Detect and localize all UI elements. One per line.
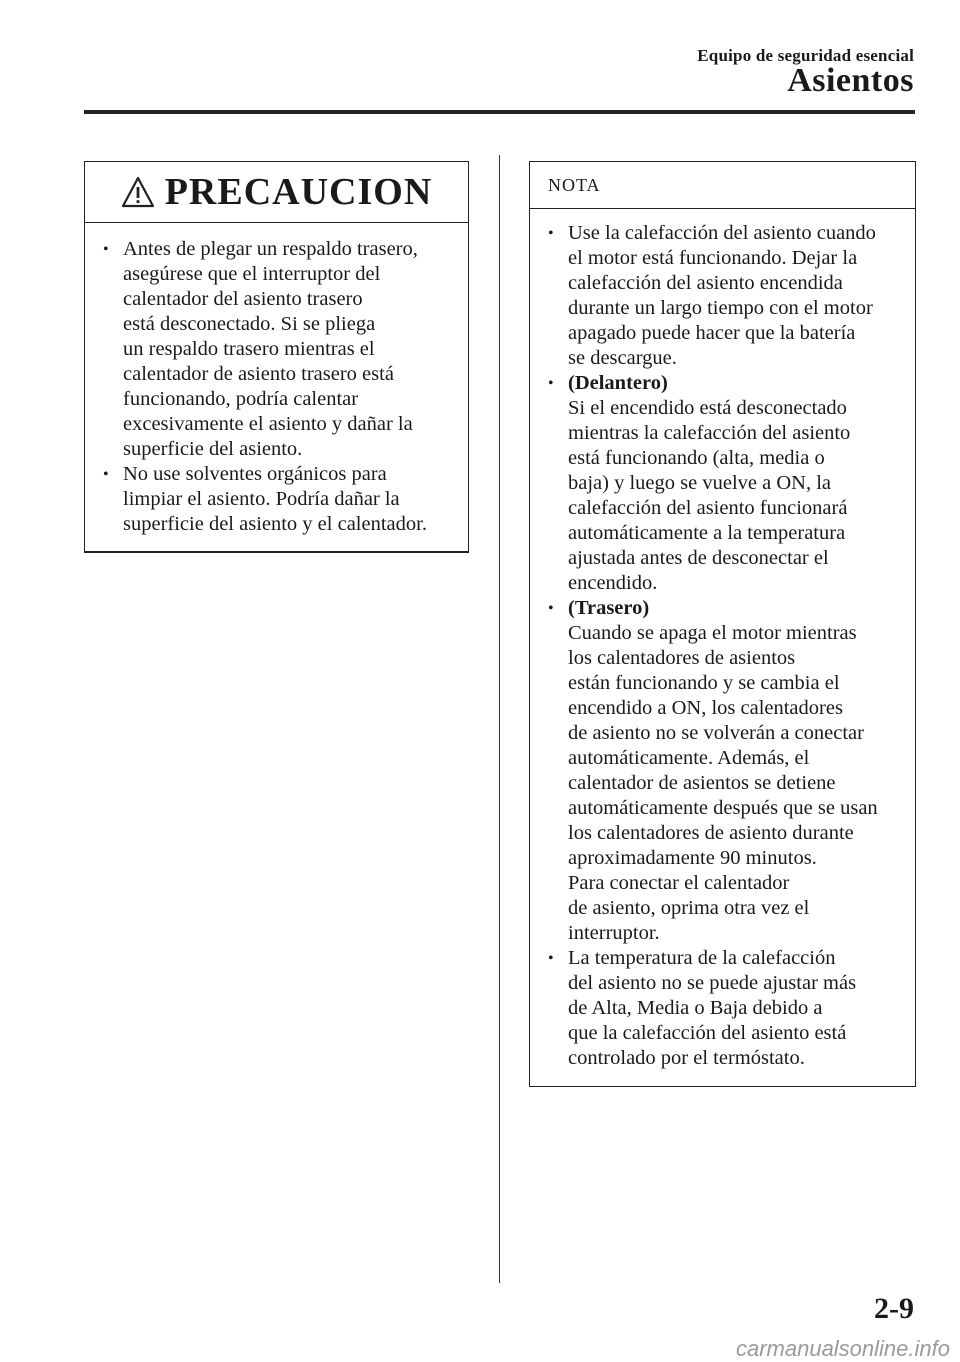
note-item-line: controlado por el termóstato. bbox=[568, 1047, 805, 1069]
note-item-line: apagado puede hacer que la batería bbox=[568, 322, 856, 344]
caution-item-line: • Antes de plegar un respaldo trasero, bbox=[123, 238, 418, 260]
note-list bbox=[546, 221, 911, 1071]
note-item-line: aproximadamente 90 minutos. bbox=[568, 847, 817, 869]
caution-item-line: • No use solventes orgánicos para bbox=[123, 463, 387, 485]
caution-item-line: calentador del asiento trasero bbox=[123, 288, 363, 310]
note-item-line: baja) y luego se vuelve a ON, la bbox=[568, 472, 831, 494]
note-item-line: el motor está funcionando. Dejar la bbox=[568, 247, 858, 269]
header-rule bbox=[84, 110, 915, 114]
note-item bbox=[546, 946, 911, 1071]
note-item bbox=[546, 221, 911, 371]
note-item-line: calefacción del asiento funcionará bbox=[568, 497, 848, 519]
caution-item-line: funcionando, podría calentar bbox=[123, 388, 359, 410]
caution-item-line: asegúrese que el interruptor del bbox=[123, 263, 381, 285]
note-item-line: los calentadores de asiento durante bbox=[568, 822, 854, 844]
note-item-line: mientras la calefacción del asiento bbox=[568, 422, 851, 444]
note-item-line: los calentadores de asientos bbox=[568, 647, 796, 669]
note-item-line: durante un largo tiempo con el motor bbox=[568, 297, 873, 319]
note-item-heading: • (Trasero) bbox=[568, 597, 650, 619]
caution-item bbox=[101, 462, 456, 537]
column-divider bbox=[499, 155, 500, 1283]
note-item-line: calentador de asientos se detiene bbox=[568, 772, 836, 794]
warning-triangle-icon bbox=[121, 176, 155, 208]
note-item bbox=[546, 596, 911, 946]
caution-item-line: limpiar el asiento. Podría dañar la bbox=[123, 488, 400, 510]
note-item bbox=[546, 371, 911, 596]
note-item-line: automáticamente. Además, el bbox=[568, 747, 810, 769]
caution-item-line: excesivamente el asiento y dañar la bbox=[123, 413, 413, 435]
caution-title: PRECAUCION bbox=[164, 171, 433, 213]
caution-header bbox=[85, 162, 468, 223]
note-item-line: Si el encendido está desconectado bbox=[568, 397, 847, 419]
note-header: NOTA bbox=[530, 162, 915, 209]
header-title: Asientos bbox=[787, 62, 914, 99]
note-item-heading: • (Delantero) bbox=[568, 372, 668, 394]
note-item-line: encendido a ON, los calentadores bbox=[568, 697, 843, 719]
note-item-line: de asiento, oprima otra vez el bbox=[568, 897, 810, 919]
note-item-line: de Alta, Media o Baja debido a bbox=[568, 997, 823, 1019]
watermark: carmanualsonline.info bbox=[735, 1336, 950, 1361]
caution-item-line: superficie del asiento. bbox=[123, 438, 303, 460]
caution-item-line: un respaldo trasero mientras el bbox=[123, 338, 375, 360]
caution-box bbox=[84, 161, 469, 553]
note-item-line: Cuando se apaga el motor mientras bbox=[568, 622, 857, 644]
note-item-line: de asiento no se volverán a conectar bbox=[568, 722, 864, 744]
note-item-line: están funcionando y se cambia el bbox=[568, 672, 840, 694]
caution-list bbox=[101, 237, 456, 537]
note-item-line: ajustada antes de desconectar el bbox=[568, 547, 829, 569]
page-number: 2-9 bbox=[874, 1292, 914, 1325]
caution-item-line: está desconectado. Si se pliega bbox=[123, 313, 376, 335]
caution-item-line: calentador de asiento trasero está bbox=[123, 363, 394, 385]
note-body bbox=[530, 209, 915, 1071]
note-item-line: Para conectar el calentador bbox=[568, 872, 790, 894]
note-item-line: automáticamente a la temperatura bbox=[568, 522, 846, 544]
note-item-line: del asiento no se puede ajustar más bbox=[568, 972, 857, 994]
note-item-line: • La temperatura de la calefacción bbox=[568, 947, 836, 969]
note-item-line: está funcionando (alta, media o bbox=[568, 447, 825, 469]
note-item-line: encendido. bbox=[568, 572, 658, 594]
note-item-line: automáticamente después que se usan bbox=[568, 797, 878, 819]
caution-item bbox=[101, 237, 456, 462]
note-item-line: se descargue. bbox=[568, 347, 677, 369]
note-box bbox=[529, 161, 916, 1087]
caution-item-line: superficie del asiento y el calentador. bbox=[123, 513, 427, 535]
caution-body bbox=[85, 223, 468, 537]
note-item-line: que la calefacción del asiento está bbox=[568, 1022, 847, 1044]
header-section-label: Equipo de seguridad esencial bbox=[697, 46, 914, 65]
note-item-line: calefacción del asiento encendida bbox=[568, 272, 843, 294]
note-item-line: • Use la calefacción del asiento cuando bbox=[568, 222, 876, 244]
note-item-line: interruptor. bbox=[568, 922, 660, 944]
